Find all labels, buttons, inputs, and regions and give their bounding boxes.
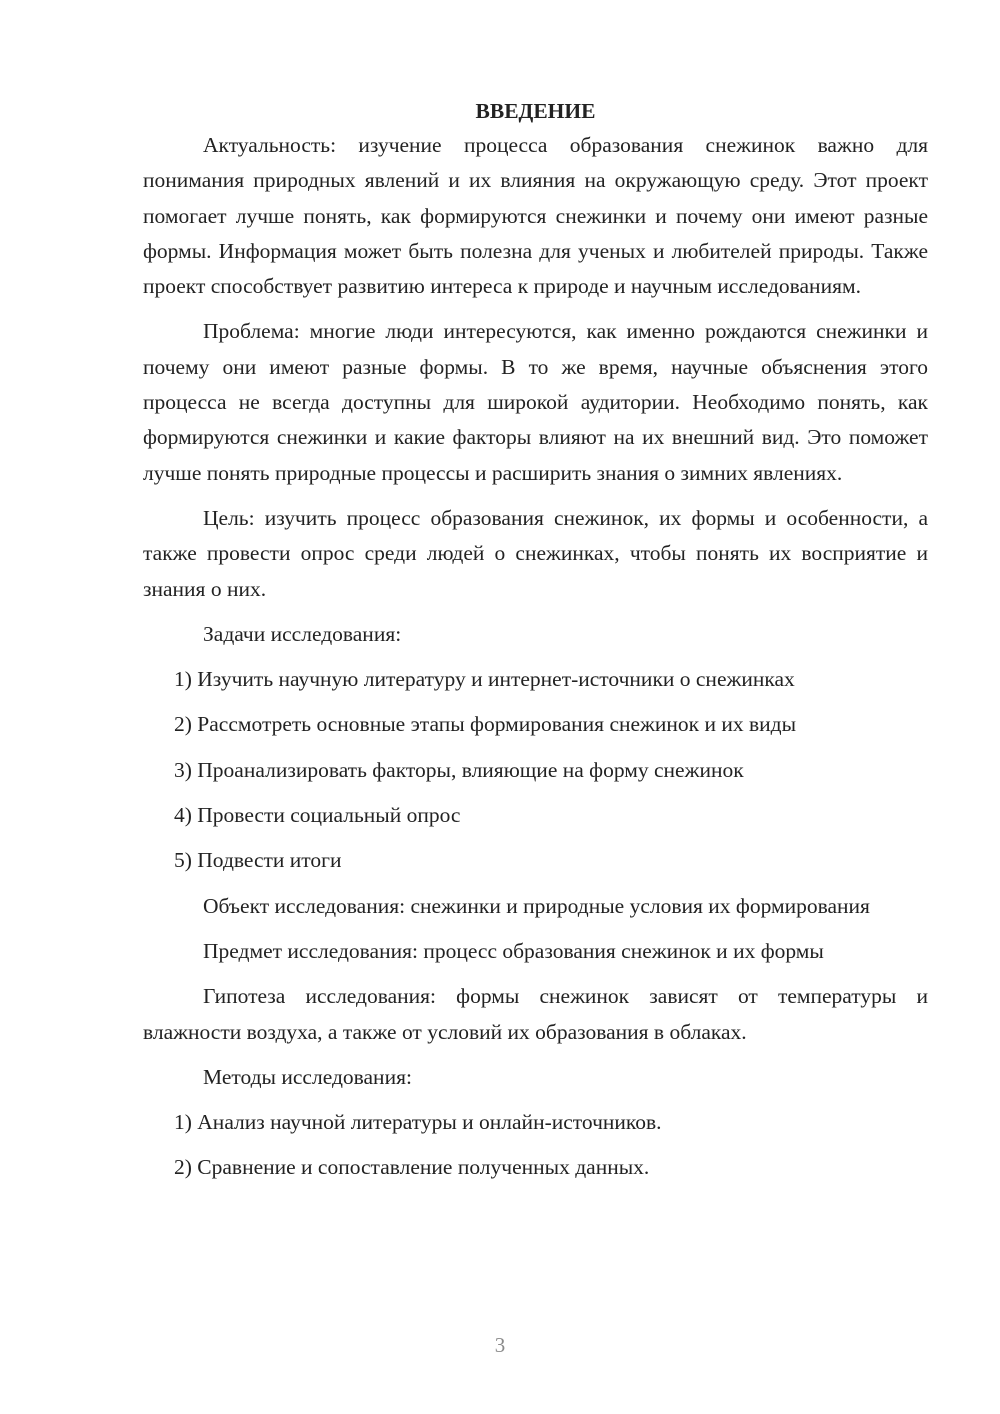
methods-heading: Методы исследования: (203, 1064, 412, 1089)
method-item: 2) Сравнение и сопоставление полученных данных. (174, 1155, 650, 1180)
task-item: 5) Подвести итоги (174, 848, 342, 873)
section-title: ВВЕДЕНИЕ (475, 99, 596, 123)
relevance-paragraph: Актуальность: изучение процесса образования снежинок важно для понимания природных явлений и их влияния на окружающую среду. Этот проект помогает лучше понять, как формируются снежинки и почему они имеют разные формы. Информация может быть полезна для ученых и любителей природы. Также проект способствует развитию интереса к природе и научным исследованиям. (143, 133, 928, 299)
task-item: 3) Проанализировать факторы, влияющие на форму снежинок (174, 757, 744, 782)
goal-paragraph: Цель: изучить процесс образования снежинок, их формы и особенности, а также провести опрос среди людей о снежинках, чтобы понять их восприятие и знания о них. (143, 505, 928, 601)
hypothesis-paragraph: Гипотеза исследования: формы снежинок зависят от температуры и влажности воздуха, а также от условий их образования в облаках. (143, 984, 928, 1044)
task-item: 4) Провести социальный опрос (174, 803, 461, 828)
page-number: 3 (494, 1333, 506, 1357)
problem-paragraph: Проблема: многие люди интересуются, как именно рождаются снежинки и почему они имеют разные формы. В то же время, научные объяснения этого процесса не всегда доступны для широкой аудитории. Необходимо понять, как формируются снежинки и какие факторы влияют на их внешний вид. Это поможет лучше понять природные процессы и расширить знания о зимних явлениях. (143, 319, 928, 485)
task-item: 2) Рассмотреть основные этапы формирования снежинок и их виды (174, 712, 797, 737)
subject-paragraph: Предмет исследования: процесс образования снежинок и их формы (203, 938, 824, 963)
object-paragraph: Объект исследования: снежинки и природные условия их формирования (203, 893, 870, 918)
tasks-heading: Задачи исследования: (203, 621, 402, 646)
document-page (143, 96, 928, 1196)
method-item: 1) Анализ научной литературы и онлайн-источников. (174, 1110, 662, 1135)
task-item: 1) Изучить научную литературу и интернет-источники о снежинках (174, 667, 795, 692)
